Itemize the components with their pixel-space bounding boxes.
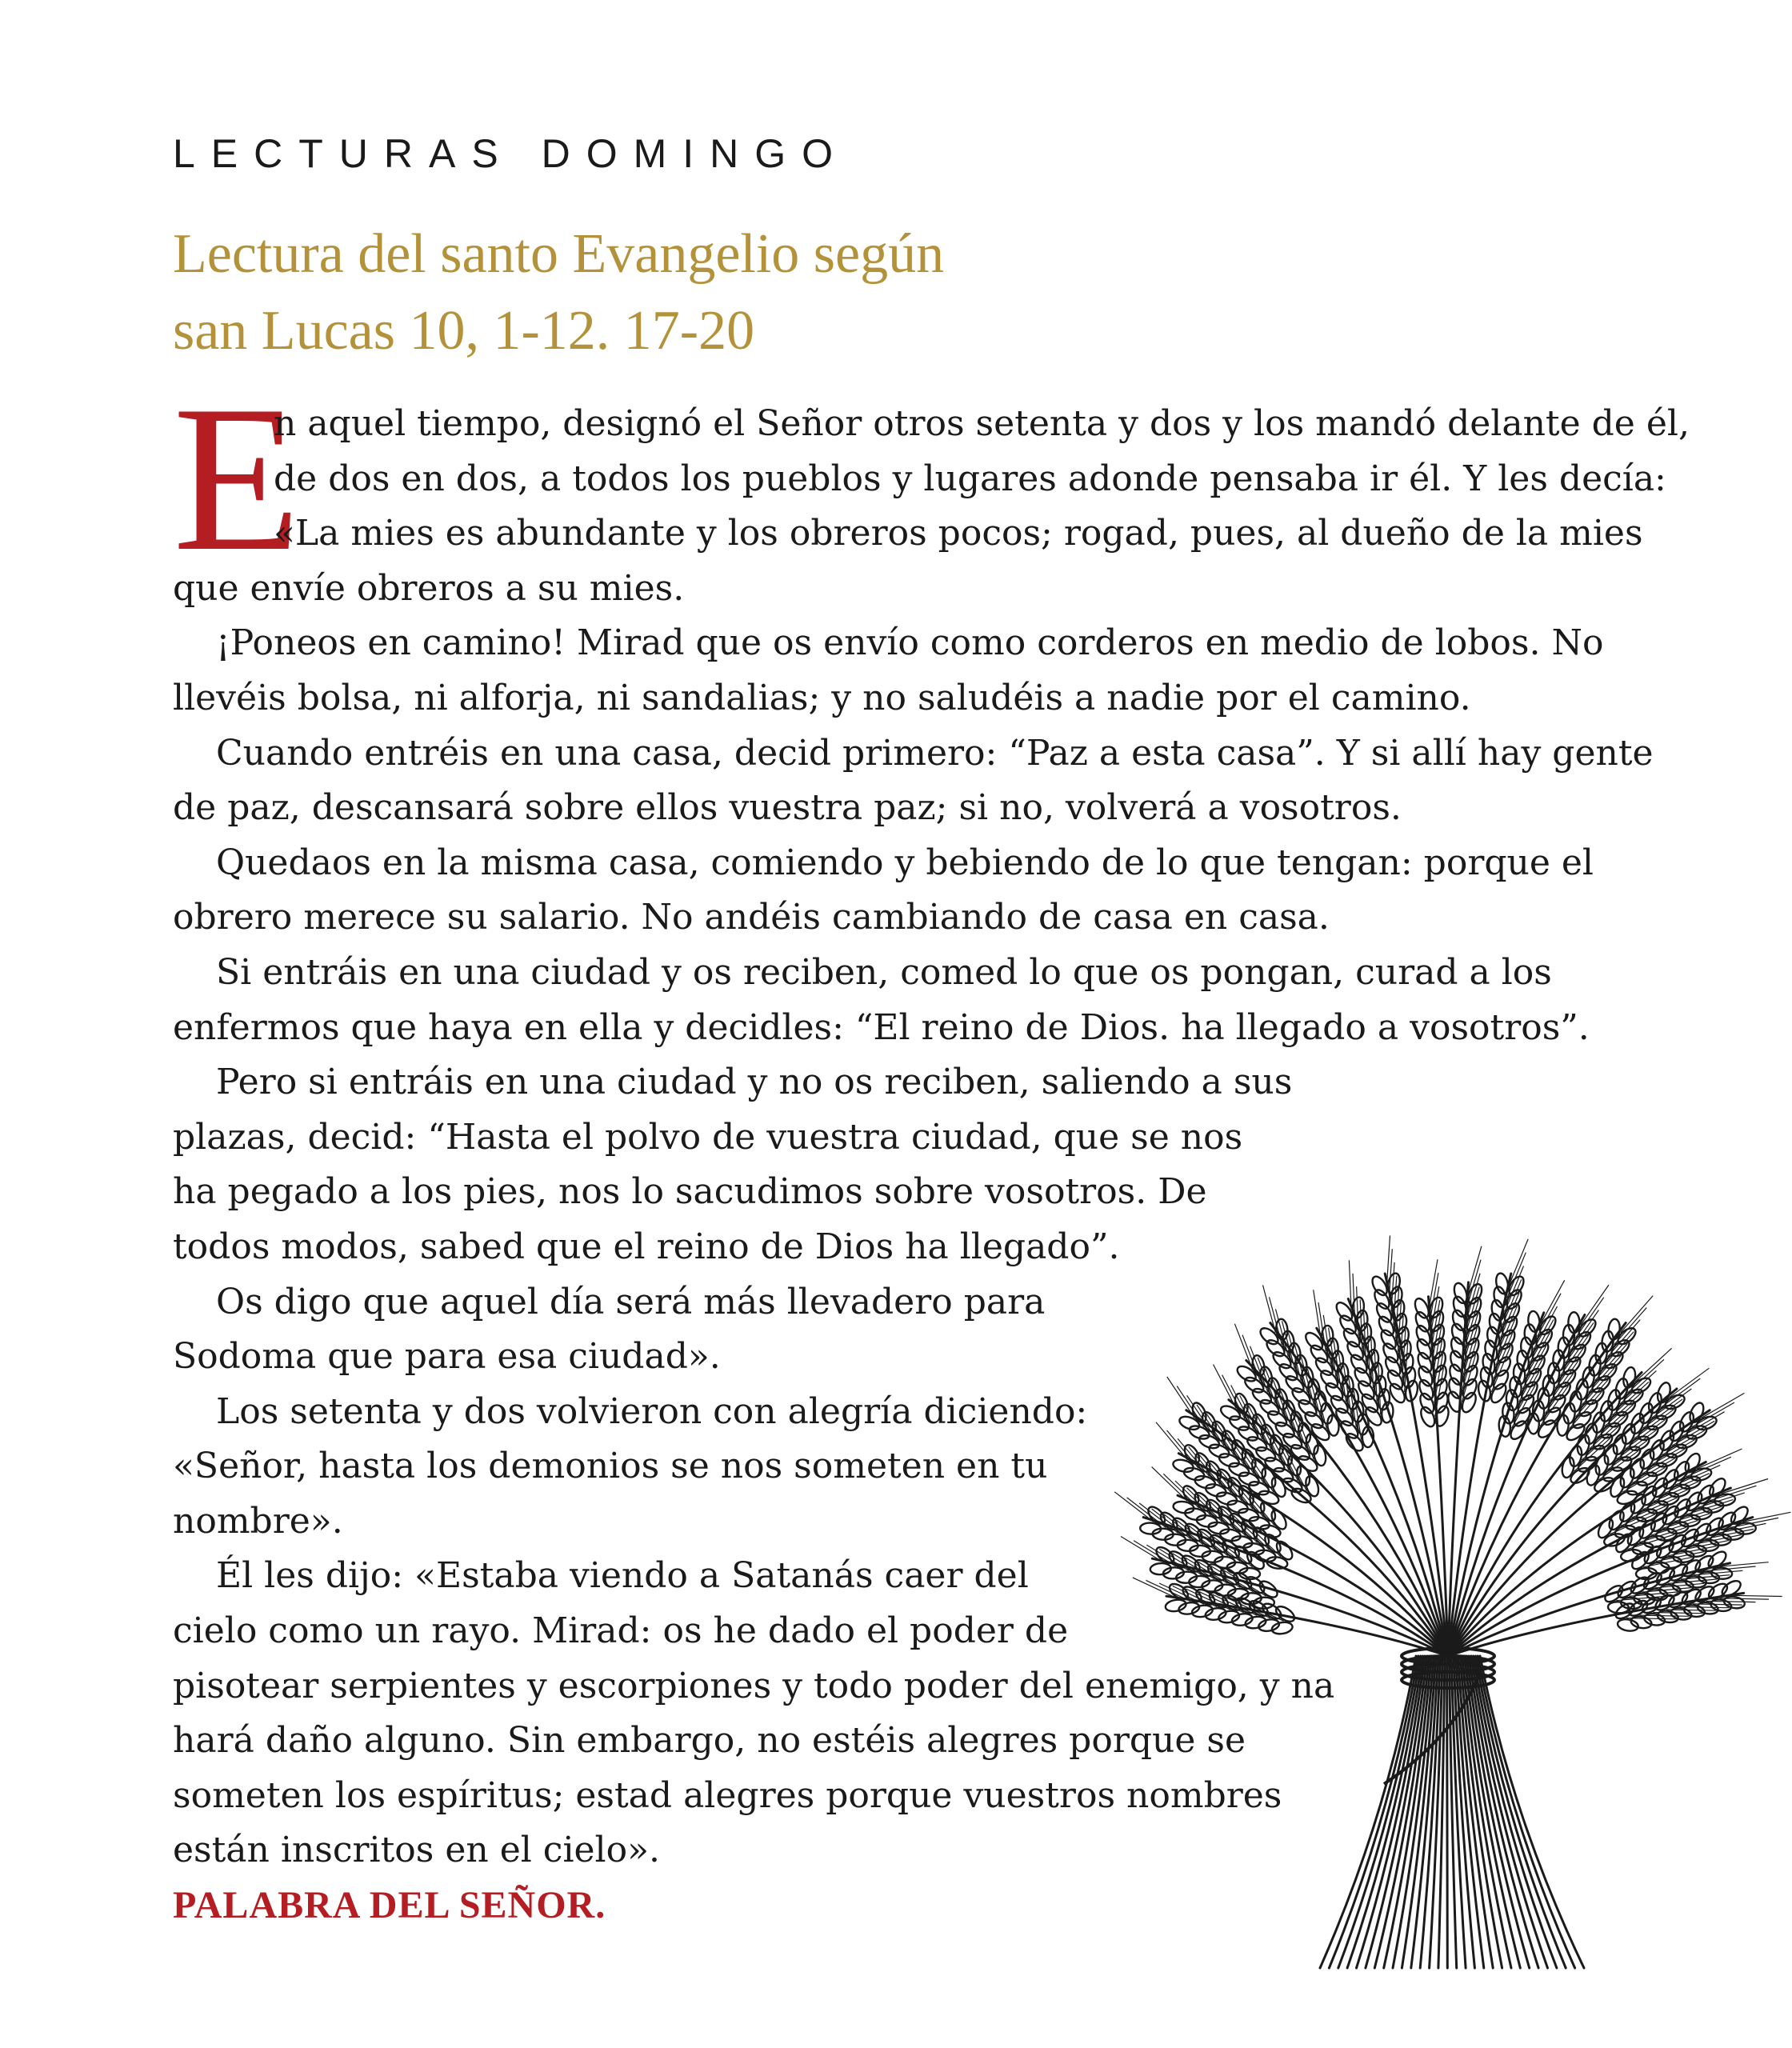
text-line: «La mies es abundante y los obreros pocos; rogad, pues, al dueño de la mies — [274, 513, 1643, 554]
text-line: nombre». — [173, 1500, 343, 1542]
text-line: «Señor, hasta los demonios se nos someten en tu — [173, 1446, 1048, 1487]
text-line: están inscritos en el cielo». — [173, 1830, 661, 1871]
text-line: ¡Poneos en camino! Mirad que os envío como corderos en medio de lobos. No — [216, 622, 1604, 664]
text-line: de paz, descansará sobre ellos vuestra paz; si no, volverá a vosotros. — [173, 787, 1402, 829]
wheat-sheaf-icon — [1104, 1104, 1792, 1984]
wheat-stalk — [1329, 1656, 1418, 1968]
text-line: enfermos que haya en ella y decidles: “El reino de Dios. ha llegado a vosotros”. — [173, 1006, 1590, 1048]
reading-title-line-1: Lectura del santo Evangelio según — [173, 223, 945, 285]
reading-title — [173, 216, 1373, 370]
text-line: llevéis bolsa, ni alforja, ni sandalias; y no saludéis a nadie por el camino. — [173, 677, 1471, 718]
section-kicker: LECTURAS DOMINGO — [173, 131, 850, 176]
wheat-stalk — [1317, 1328, 1448, 1656]
text-line: Sodoma que para esa ciudad». — [173, 1336, 721, 1378]
wheat-stalk — [1448, 1593, 1744, 1656]
text-line: Pero si entráis en una ciudad y no os reciben, saliendo a sus — [216, 1062, 1293, 1103]
text-line: Cuando entréis en una casa, decid primero: “Paz a esta casa”. Y si allí hay gente — [216, 732, 1654, 774]
text-line: Si entráis en una ciudad y os reciben, comed lo que os pongan, curad a los — [216, 951, 1552, 993]
text-line: Él les dijo: «Estaba viendo a Satanás caer del — [216, 1555, 1029, 1597]
text-line: someten los espíritus; estad alegres porque vuestros nombres — [173, 1774, 1282, 1816]
closing-acclamation: PALABRA DEL SEÑOR. — [173, 1884, 606, 1927]
text-line: Los setenta y dos volvieron con alegría diciendo: — [216, 1390, 1088, 1432]
wheat-ear — [1477, 1239, 1528, 1405]
text-line: Quedaos en la misma casa, comiendo y bebiendo de lo que tengan: porque el — [216, 842, 1594, 883]
text-line: n aquel tiempo, designó el Señor otros setenta y dos y los mandó delante de él, — [274, 403, 1690, 444]
text-line: todos modos, sabed que el reino de Dios ha llegado”. — [173, 1226, 1120, 1267]
text-line: plazas, decid: “Hasta el polvo de vuestra ciudad, que se nos — [173, 1116, 1243, 1158]
text-line: Os digo que aquel día será más llevadero para — [216, 1281, 1046, 1322]
text-line: de dos en dos, a todos los pueblos y lugares adonde pensaba ir él. Y les decía: — [274, 458, 1666, 499]
text-line: pisotear serpientes y escorpiones y todo poder del enemigo, y na — [173, 1665, 1335, 1706]
text-line: que envíe obreros a su mies. — [173, 567, 685, 609]
text-line: ha pegado a los pies, nos lo sacudimos sobre vosotros. De — [173, 1171, 1207, 1213]
text-line: obrero merece su salario. No andéis cambiando de casa en casa. — [173, 897, 1330, 938]
reading-title-line-2: san Lucas 10, 1-12. 17-20 — [173, 300, 755, 362]
text-line: hará daño alguno. Sin embargo, no estéis alegres porque se — [173, 1720, 1246, 1762]
drop-cap: E — [173, 362, 302, 594]
wheat-stalk — [1447, 1656, 1448, 1968]
text-line: cielo como un rayo. Mirad: os he dado el poder de — [173, 1610, 1069, 1652]
